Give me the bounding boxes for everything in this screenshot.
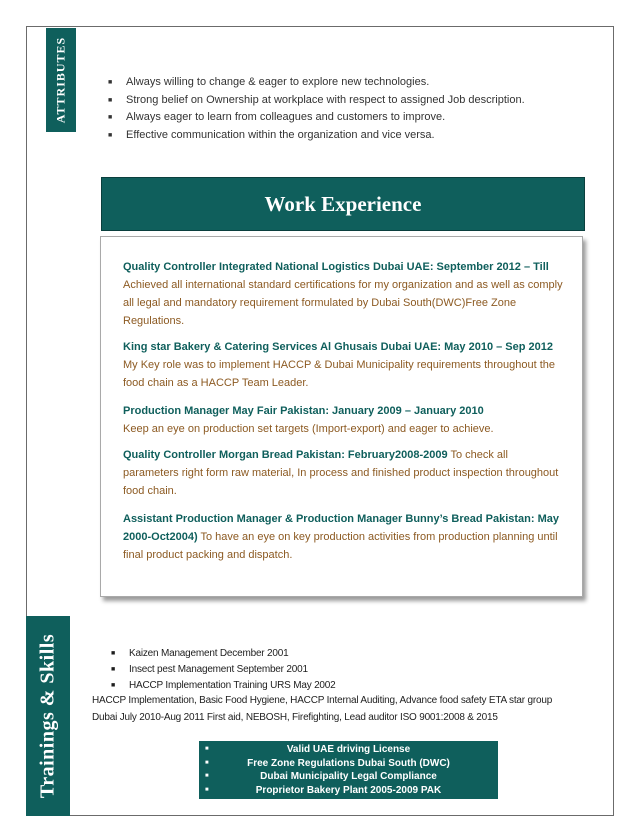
skill-text: Free Zone Regulations Dubai South (DWC) [247, 757, 450, 769]
job-title: Production Manager May Fair Pakistan: January 2009 – January 2010 [123, 405, 484, 417]
attributes-list [108, 74, 525, 144]
bullet-icon: ■ [205, 786, 209, 793]
training-item: ■ Insect pest Management September 2001 [111, 662, 336, 678]
skill-text: Valid UAE driving License [286, 744, 411, 755]
job-entry [123, 446, 563, 500]
job-description: Achieved all international standard certifications for my organization and as well as comply all legal and mandatory requirement formulated by Dubai South(DWC)Free Zone Regulations. [123, 279, 563, 327]
skills-box [199, 741, 498, 799]
work-experience-header [101, 177, 585, 231]
skill-item [199, 784, 498, 798]
attribute-item: ■ Always willing to change & eager to explore new technologies. [108, 74, 525, 92]
bullet-icon: ■ [205, 759, 209, 766]
attribute-item: ■ Strong belief on Ownership at workplace with respect to assigned Job description. [108, 92, 525, 110]
bullet-icon: ■ [205, 746, 209, 752]
job-title: King star Bakery & Catering Services Al Ghusais Dubai UAE: May 2010 – Sep 2012 [123, 341, 553, 353]
job-description: Keep an eye on production set targets (Import-export) and eager to achieve. [123, 423, 494, 435]
work-experience-box [100, 236, 583, 597]
skill-text: Proprietor Bakery Plant 2005-2009 PAK [255, 784, 442, 796]
attributes-tab-label: ATTRIBUTES [53, 36, 68, 124]
skill-item [199, 743, 498, 757]
skill-item [199, 770, 498, 784]
job-title: Quality Controller Morgan Bread Pakistan: February2008-2009 [123, 449, 448, 461]
job-entry [123, 258, 563, 330]
attributes-tab [46, 28, 76, 132]
job-entry [123, 510, 563, 564]
training-item: ■ Kaizen Management December 2001 [111, 646, 336, 662]
trainings-paragraph: HACCP Implementation, Basic Food Hygiene, HACCP Internal Auditing, Advance food safety ETA star group Dubai July 2010-Aug 2011 First aid, NEBOSH, Firefighting, Lead auditor ISO 9001:2008 & 2015 [92, 695, 553, 723]
job-title: Assistant Production Manager & Production Manager Bunny’s Bread Pakistan: May 2000-Oct2004) [123, 513, 560, 543]
skill-item [199, 757, 498, 771]
trainings-tab [26, 616, 70, 816]
job-description: My Key role was to implement HACCP & Dubai Municipality requirements throughout the food chain as a HACCP Team Leader. [123, 359, 556, 389]
job-entry [123, 338, 563, 392]
attribute-item: ■ Always eager to learn from colleagues and customers to improve. [108, 109, 525, 127]
job-description: To check all parameters right form raw material, In process and finished product inspection throughout food chain. [123, 449, 559, 497]
trainings-list [111, 646, 336, 694]
attribute-item: ■ Effective communication within the organization and vice versa. [108, 127, 525, 145]
job-title: Quality Controller Integrated National Logistics Dubai UAE: September 2012 – Till [123, 261, 549, 273]
work-experience-title: Work Experience [264, 191, 422, 216]
training-item: ■ HACCP Implementation Training URS May 2002 [111, 678, 336, 694]
job-entry [123, 402, 563, 438]
bullet-icon: ■ [205, 773, 209, 779]
skill-text: Dubai Municipality Legal Compliance [260, 771, 437, 782]
job-description: To have an eye on key production activities from production planning until final product packing and dispatch. [123, 531, 558, 561]
trainings-tab-label: Trainings & Skills [36, 633, 59, 799]
